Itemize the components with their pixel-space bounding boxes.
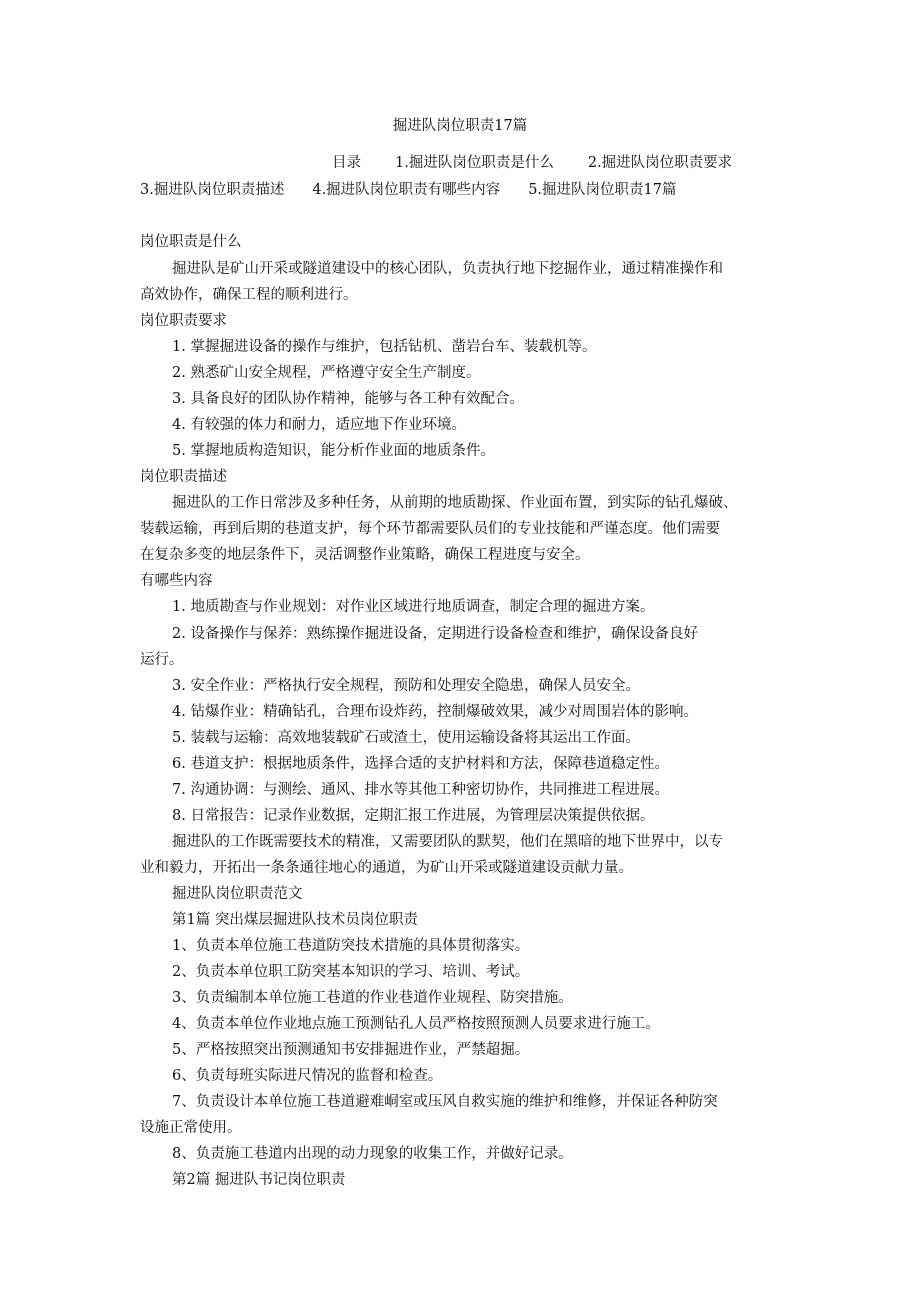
- list-item: 8. 日常报告：记录作业数据，定期汇报工作进展，为管理层决策提供依据。: [172, 808, 655, 824]
- list-item: 7、负责设计本单位施工巷道避难峒室或压风自救实施的维护和维修，并保证各种防突: [172, 1094, 718, 1110]
- paragraph-line: 掘进队的工作既需要技术的精准，又需要团队的默契，他们在黑暗的地下世界中，以专: [172, 834, 723, 850]
- document-title: 掘进队岗位职责17篇: [392, 118, 528, 134]
- list-item: 6、负责每班实际进尺情况的监督和检查。: [172, 1068, 443, 1084]
- article-title: 第2篇 掘进队书记岗位职责: [172, 1172, 346, 1188]
- list-item: 7. 沟通协调：与测绘、通风、排水等其他工种密切协作，共同推进工程进展。: [172, 782, 669, 798]
- list-item: 2. 熟悉矿山安全规程，严格遵守安全生产制度。: [172, 365, 481, 381]
- list-item: 1. 掌握掘进设备的操作与维护，包括钻机、凿岩台车、装载机等。: [172, 339, 597, 355]
- list-item: 3. 具备良好的团队协作精神，能够与各工种有效配合。: [172, 391, 524, 407]
- toc-item-5[interactable]: 5.掘进队岗位职责17篇: [528, 182, 677, 198]
- paragraph-line: 掘进队的工作日常涉及多种任务，从前期的地质勘探、作业面布置，到实际的钻孔爆破、: [172, 495, 738, 511]
- list-item: 5. 掌握地质构造知识，能分析作业面的地质条件。: [172, 443, 495, 459]
- paragraph-line: 高效协作，确保工程的顺利进行。: [140, 287, 358, 303]
- article-title: 第1篇 突出煤层掘进队技术员岗位职责: [172, 912, 418, 928]
- paragraph-line: 在复杂多变的地层条件下，灵活调整作业策略，确保工程进度与安全。: [140, 547, 590, 563]
- section-heading: 岗位职责是什么: [140, 234, 242, 250]
- section-heading: 有哪些内容: [140, 573, 213, 589]
- section-heading: 岗位职责描述: [140, 469, 227, 485]
- section-heading: 掘进队岗位职责范文: [172, 886, 303, 902]
- list-item: 1. 地质勘查与作业规划：对作业区域进行地质调查，制定合理的掘进方案。: [172, 599, 655, 615]
- list-item: 5、严格按照突出预测通知书安排掘进作业，严禁超掘。: [172, 1042, 530, 1058]
- list-item: 8、负责施工巷道内出现的动力现象的收集工作，并做好记录。: [172, 1146, 573, 1162]
- paragraph-line: 掘进队是矿山开采或隧道建设中的核心团队，负责执行地下挖掘作业，通过精准操作和: [172, 261, 723, 277]
- list-item: 运行。: [140, 652, 184, 668]
- list-item: 4. 钻爆作业：精确钻孔，合理布设炸药，控制爆破效果，减少对周围岩体的影响。: [172, 704, 698, 720]
- list-item: 2. 设备操作与保养：熟练操作掘进设备，定期进行设备检查和维护，确保设备良好: [172, 626, 698, 642]
- toc-label: 目录: [332, 155, 361, 171]
- list-item: 6. 巷道支护：根据地质条件，选择合适的支护材料和方法，保障巷道稳定性。: [172, 756, 669, 772]
- paragraph-line: 业和毅力，开拓出一条条通往地心的通道，为矿山开采或隧道建设贡献力量。: [140, 860, 633, 876]
- toc-item-1[interactable]: 1.掘进队岗位职责是什么: [395, 155, 554, 171]
- toc-item-4[interactable]: 4.掘进队岗位职责有哪些内容: [312, 182, 501, 198]
- list-item: 3. 安全作业：严格执行安全规程，预防和处理安全隐患，确保人员安全。: [172, 678, 640, 694]
- section-heading: 岗位职责要求: [140, 313, 227, 329]
- toc-item-3[interactable]: 3.掘进队岗位职责描述: [140, 182, 285, 198]
- list-item: 5. 装载与运输：高效地装载矿石或渣土，使用运输设备将其运出工作面。: [172, 730, 640, 746]
- list-item: 4、负责本单位作业地点施工预测钻孔人员严格按照预测人员要求进行施工。: [172, 1016, 660, 1032]
- toc-line-1: [332, 153, 732, 173]
- list-item: 设施正常使用。: [140, 1120, 242, 1136]
- list-item: 2、负责本单位职工防突基本知识的学习、培训、考试。: [172, 964, 530, 980]
- list-item: 3、负责编制本单位施工巷道的作业巷道作业规程、防突措施。: [172, 990, 573, 1006]
- list-item: 4. 有较强的体力和耐力，适应地下作业环境。: [172, 417, 466, 433]
- paragraph-line: 装载运输，再到后期的巷道支护，每个环节都需要队员们的专业技能和严谨态度。他们需要: [140, 521, 720, 537]
- toc-item-2[interactable]: 2.掘进队岗位职责要求: [587, 155, 733, 171]
- toc-line-2: [140, 180, 676, 200]
- list-item: 1、负责本单位施工巷道防突技术措施的具体贯彻落实。: [172, 938, 530, 954]
